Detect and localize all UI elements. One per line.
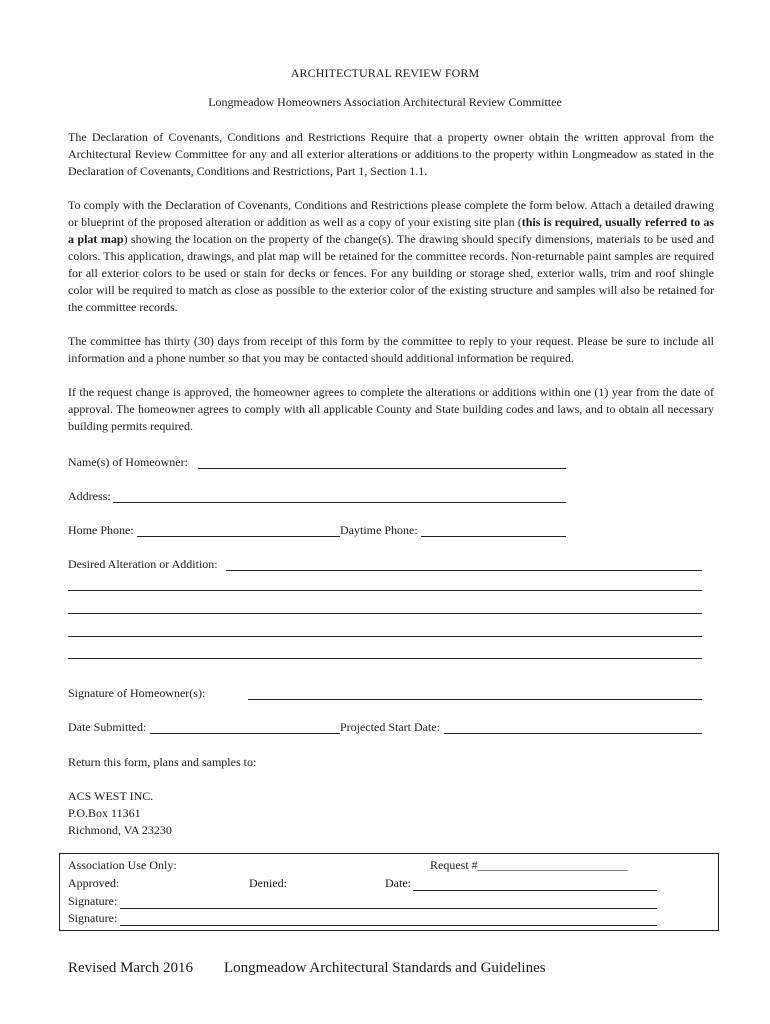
alteration-line-3[interactable] bbox=[68, 613, 702, 614]
alteration-line-5[interactable] bbox=[68, 658, 702, 659]
decision-date-label: Date: bbox=[385, 876, 411, 890]
daytime-phone-label: Daytime Phone: bbox=[340, 523, 418, 537]
plat-map-emphasis: this is required, usually referred to as a plat map bbox=[68, 215, 714, 246]
return-instructions: Return this form, plans and samples to: bbox=[68, 755, 257, 769]
dates-row bbox=[68, 720, 702, 734]
alteration-line-4[interactable] bbox=[68, 636, 702, 637]
signature-field[interactable] bbox=[248, 699, 702, 700]
phone-row bbox=[68, 523, 568, 537]
alteration-field[interactable] bbox=[226, 570, 702, 571]
denied-label: Denied: bbox=[249, 876, 287, 890]
address-line-1: ACS WEST INC. bbox=[68, 789, 154, 803]
signature-label: Signature of Homeowner(s): bbox=[68, 686, 206, 700]
homeowner-row bbox=[68, 455, 568, 469]
signature-1-label: Signature: bbox=[68, 894, 118, 908]
association-signature-2-field[interactable] bbox=[120, 925, 657, 926]
alteration-label: Desired Alteration or Addition: bbox=[68, 557, 218, 571]
date-submitted-field[interactable] bbox=[150, 733, 340, 734]
association-use-box bbox=[59, 853, 719, 931]
form-title: ARCHITECTURAL REVIEW FORM bbox=[290, 66, 480, 80]
address-field[interactable] bbox=[113, 502, 566, 503]
association-use-label: Association Use Only: bbox=[68, 858, 177, 872]
alteration-row bbox=[68, 557, 702, 571]
instructions-text-a: To comply with the Declaration of Covenants, Conditions and Restrictions please complete the form below. Attach a detailed drawing or blueprint of the proposed alteration or addition as well as a copy of your existing site plan ( bbox=[68, 198, 714, 229]
home-phone-label: Home Phone: bbox=[68, 523, 134, 537]
approval-paragraph: If the request change is approved, the homeowner agrees to complete the alterations or additions within one (1) year from the date of approval. The homeowner agrees to comply with all applicable County and State building codes and laws, and to obtain all necessary building permits required. bbox=[68, 385, 714, 433]
association-box-content bbox=[68, 858, 708, 928]
approved-label: Approved: bbox=[68, 876, 120, 890]
revision-note: Revised March 2016 bbox=[68, 960, 193, 976]
signature-row bbox=[68, 686, 702, 700]
address-line-2: P.O.Box 11361 bbox=[68, 806, 141, 820]
guidelines-title: Longmeadow Architectural Standards and Guidelines bbox=[224, 960, 546, 976]
address-label: Address: bbox=[68, 489, 111, 503]
home-phone-field[interactable] bbox=[137, 536, 340, 537]
association-signature-1-field[interactable] bbox=[120, 908, 657, 909]
instructions-text-b: ) showing the location on the property of the change(s). The drawing should specify dimensions, materials to be used and colors. This application, drawings, and plat map will be retained for the committee records. Non-returnable paint samples are required for all exterior colors to be used or stain for decks or fences. For any building or storage shed, exterior walls, trim and roof shingle color will be required to match as close as possible to the exterior color of the existing structure and samples will also be retained for the committee records. bbox=[68, 232, 714, 314]
committee-paragraph: The committee has thirty (30) days from receipt of this form by the committee to reply to your request. Please be sure to include all information and a phone number so that you may be contacted should additional information be required. bbox=[68, 334, 714, 365]
decision-date-field[interactable] bbox=[413, 890, 657, 891]
form-subtitle: Longmeadow Homeowners Association Architectural Review Committee bbox=[208, 95, 562, 109]
alteration-line-2[interactable] bbox=[68, 590, 702, 591]
date-submitted-label: Date Submitted: bbox=[68, 720, 147, 734]
projected-start-label: Projected Start Date: bbox=[340, 720, 440, 734]
homeowner-name-field[interactable] bbox=[198, 468, 566, 469]
homeowner-label: Name(s) of Homeowner: bbox=[68, 455, 188, 469]
intro-paragraph: The Declaration of Covenants, Conditions and Restrictions Require that a property owner obtain the written approval from the Architectural Review Committee for any and all exterior alterations or additions to the property within Longmeadow as stated in the Declaration of Covenants, Conditions and Restrictions, Part 1, Section 1.1. bbox=[68, 130, 714, 178]
daytime-phone-field[interactable] bbox=[421, 536, 566, 537]
request-number-field[interactable]: Request #_________________________ bbox=[430, 858, 628, 872]
address-line-3: Richmond, VA 23230 bbox=[68, 823, 172, 837]
signature-2-label: Signature: bbox=[68, 911, 118, 925]
address-row bbox=[68, 489, 568, 503]
instructions-paragraph bbox=[68, 197, 714, 316]
projected-start-field[interactable] bbox=[444, 733, 702, 734]
